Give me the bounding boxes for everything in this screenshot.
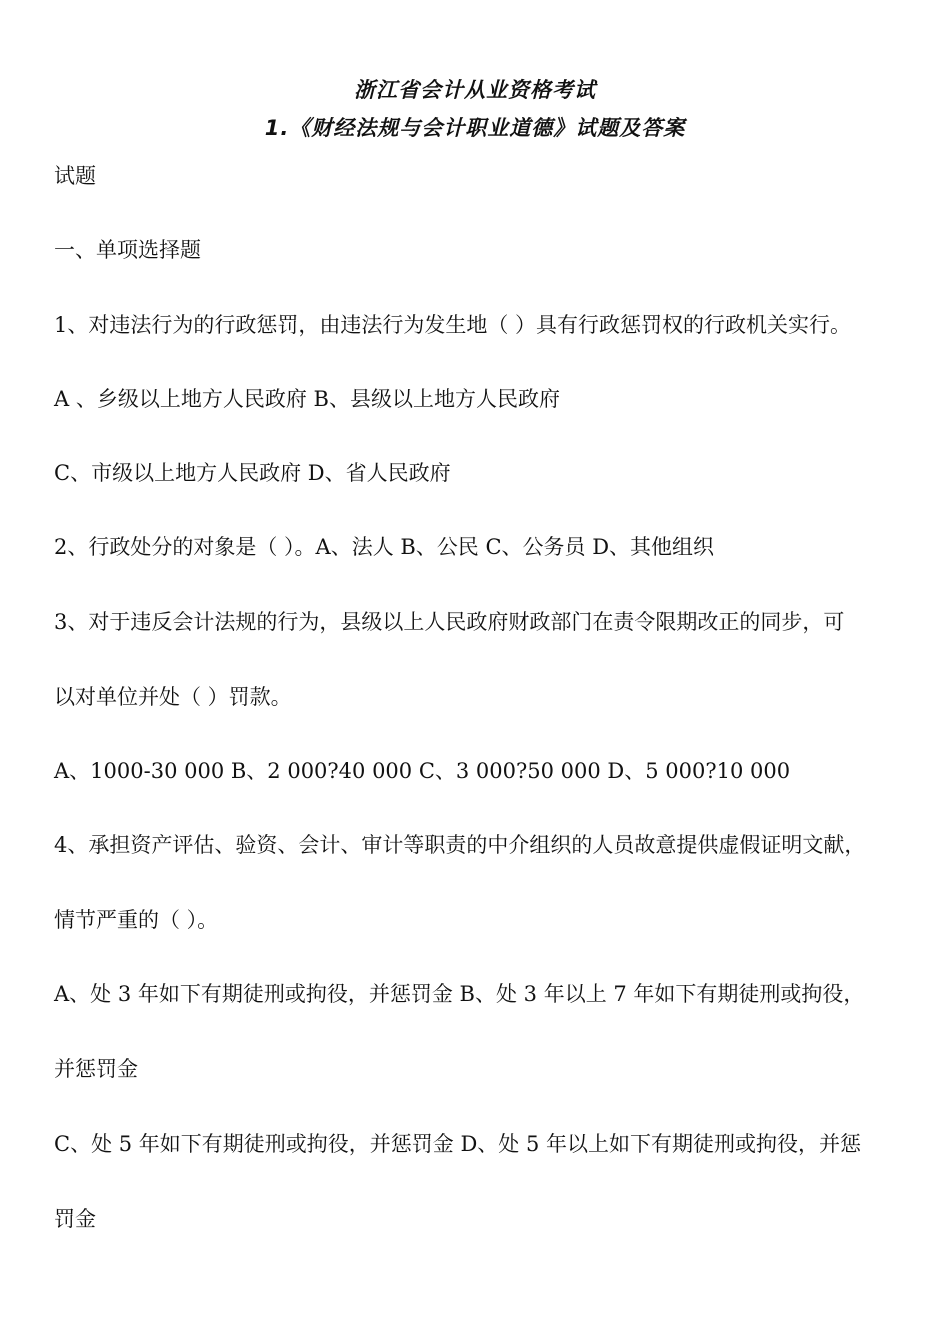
question-4-options-line-3: C、处 5 年如下有期徒刑或拘役，并惩罚金 D、处 5 年以上如下有期徒刑或拘役，并惩 (54, 1132, 861, 1156)
question-4-options-line-2: 并惩罚金 (54, 1057, 138, 1081)
section-label: 试题 (54, 164, 96, 188)
question-3-options: A、1000-30 000 B、2 000?40 000 C、3 000?50 000 D、5 000?10 000 (54, 759, 791, 783)
question-2-stem: 2、行政处分的对象是（ ）。A、法人 B、公民 C、公务员 D、其他组织 (54, 535, 715, 559)
question-4-options-line-1: A、处 3 年如下有期徒刑或拘役，并惩罚金 B、处 3 年以上 7 年如下有期徒刑或拘役， (54, 982, 865, 1006)
question-4-options-line-4: 罚金 (54, 1207, 96, 1231)
question-4-stem-line-1: 4、承担资产评估、验资、会计、审计等职责的中介组织的人员故意提供虚假证明文献， (54, 833, 866, 857)
question-1-options-line-1: A 、乡级以上地方人民政府 B、县级以上地方人民政府 (54, 387, 560, 411)
question-4-stem-line-2: 情节严重的（ ）。 (54, 908, 219, 932)
question-3-stem-line-2: 以对单位并处（ ）罚款。 (54, 685, 292, 709)
question-1-options-line-2: C、市级以上地方人民政府 D、省人民政府 (54, 461, 451, 485)
part-heading: 一、单项选择题 (54, 238, 201, 262)
document-title: 浙江省会计从业资格考试 (354, 78, 596, 102)
question-3-stem-line-1: 3、对于违反会计法规的行为，县级以上人民政府财政部门在责令限期改正的同步，可 (54, 610, 845, 634)
question-1-stem: 1、对违法行为的行政惩罚，由违法行为发生地（ ）具有行政惩罚权的行政机关实行。 (54, 313, 852, 337)
document-subtitle: 1.《财经法规与会计职业道德》试题及答案 (264, 116, 686, 140)
